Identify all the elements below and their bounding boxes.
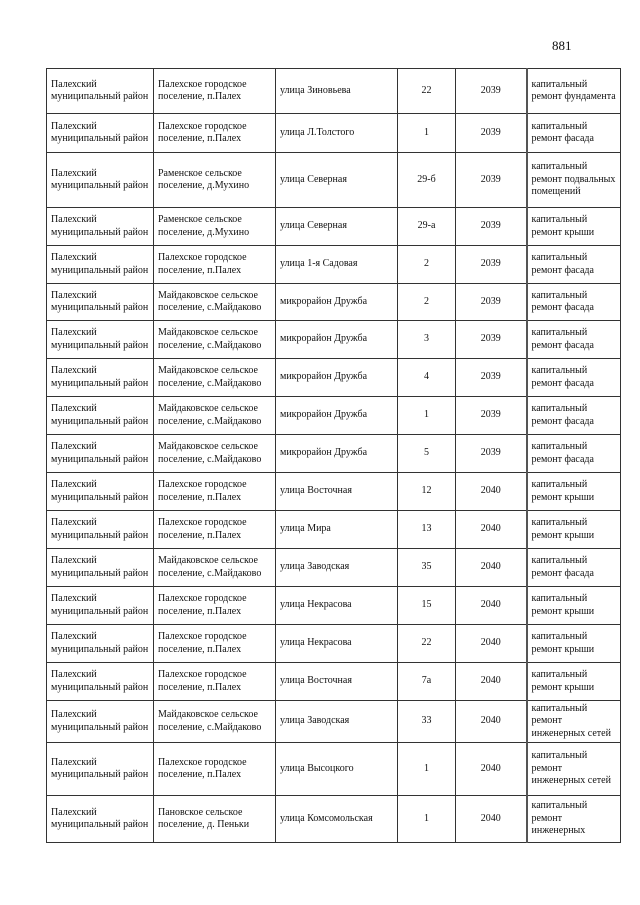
cell-house: 7а (398, 663, 456, 701)
cell-street: улица Зиновьева (276, 69, 398, 114)
cell-year: 2040 (456, 701, 527, 743)
cell-district: Палехский муниципальный район (47, 473, 154, 511)
cell-settlement: Палехское городское поселение, п.Палех (154, 587, 276, 625)
cell-house: 12 (398, 473, 456, 511)
table-row (47, 69, 621, 114)
cell-street: улица 1-я Садовая (276, 246, 398, 284)
cell-year: 2039 (456, 321, 527, 359)
table-row (47, 473, 621, 511)
table-row (47, 208, 621, 246)
cell-district: Палехский муниципальный район (47, 359, 154, 397)
cell-settlement: Пановское сельское поселение, д. Пеньки (154, 796, 276, 843)
cell-year: 2040 (456, 549, 527, 587)
cell-house: 29-а (398, 208, 456, 246)
cell-house: 15 (398, 587, 456, 625)
table-row (47, 246, 621, 284)
cell-work: капитальный ремонт фасада (527, 284, 621, 321)
cell-year: 2039 (456, 153, 527, 208)
cell-year: 2039 (456, 69, 527, 114)
cell-house: 1 (398, 114, 456, 153)
cell-settlement: Майдаковское сельское поселение, с.Майдаково (154, 321, 276, 359)
cell-house: 2 (398, 246, 456, 284)
cell-work: капитальный ремонт фасада (527, 321, 621, 359)
cell-street: микрорайон Дружба (276, 284, 398, 321)
cell-work: капитальный ремонт фасада (527, 549, 621, 587)
cell-work: капитальный ремонт фасада (527, 397, 621, 435)
cell-work: капитальный ремонт крыши (527, 587, 621, 625)
cell-house: 33 (398, 701, 456, 743)
cell-street: улица Северная (276, 208, 398, 246)
cell-street: улица Заводская (276, 701, 398, 743)
cell-year: 2040 (456, 625, 527, 663)
cell-settlement: Палехское городское поселение, п.Палех (154, 743, 276, 796)
cell-street: микрорайон Дружба (276, 321, 398, 359)
cell-work: капитальный ремонт фасада (527, 435, 621, 473)
cell-street: улица Некрасова (276, 587, 398, 625)
table-row (47, 663, 621, 701)
table-row (47, 114, 621, 153)
table-row (47, 153, 621, 208)
table-row (47, 549, 621, 587)
cell-settlement: Палехское городское поселение, п.Палех (154, 246, 276, 284)
cell-work: капитальный ремонт крыши (527, 511, 621, 549)
cell-district: Палехский муниципальный район (47, 625, 154, 663)
cell-settlement: Майдаковское сельское поселение, с.Майдаково (154, 549, 276, 587)
cell-street: улица Мира (276, 511, 398, 549)
table-row (47, 625, 621, 663)
cell-work: капитальный ремонт инженерных сетей (527, 701, 621, 743)
cell-settlement: Майдаковское сельское поселение, с.Майдаково (154, 701, 276, 743)
table-row (47, 743, 621, 796)
table-row (47, 701, 621, 743)
cell-year: 2040 (456, 511, 527, 549)
table-row (47, 511, 621, 549)
cell-settlement: Палехское городское поселение, п.Палех (154, 663, 276, 701)
table-row (47, 435, 621, 473)
cell-settlement: Майдаковское сельское поселение, с.Майдаково (154, 397, 276, 435)
cell-district: Палехский муниципальный район (47, 549, 154, 587)
cell-year: 2039 (456, 208, 527, 246)
cell-district: Палехский муниципальный район (47, 69, 154, 114)
cell-district: Палехский муниципальный район (47, 208, 154, 246)
cell-work: капитальный ремонт подвальных помещений (527, 153, 621, 208)
cell-district: Палехский муниципальный район (47, 701, 154, 743)
cell-settlement: Палехское городское поселение, п.Палех (154, 511, 276, 549)
cell-settlement: Майдаковское сельское поселение, с.Майдаково (154, 435, 276, 473)
table-row (47, 587, 621, 625)
cell-district: Палехский муниципальный район (47, 796, 154, 843)
cell-district: Палехский муниципальный район (47, 321, 154, 359)
cell-district: Палехский муниципальный район (47, 435, 154, 473)
cell-house: 1 (398, 796, 456, 843)
cell-work: капитальный ремонт инженерных (527, 796, 621, 843)
cell-district: Палехский муниципальный район (47, 153, 154, 208)
cell-year: 2039 (456, 246, 527, 284)
cell-year: 2040 (456, 663, 527, 701)
cell-year: 2040 (456, 473, 527, 511)
cell-work: капитальный ремонт крыши (527, 625, 621, 663)
cell-district: Палехский муниципальный район (47, 587, 154, 625)
repair-schedule-table (46, 68, 621, 843)
cell-year: 2040 (456, 743, 527, 796)
cell-district: Палехский муниципальный район (47, 511, 154, 549)
cell-house: 35 (398, 549, 456, 587)
cell-house: 22 (398, 625, 456, 663)
cell-settlement: Палехское городское поселение, п.Палех (154, 473, 276, 511)
table-row (47, 359, 621, 397)
cell-house: 4 (398, 359, 456, 397)
cell-street: улица Восточная (276, 663, 398, 701)
cell-house: 3 (398, 321, 456, 359)
table-row (47, 397, 621, 435)
cell-settlement: Палехское городское поселение, п.Палех (154, 114, 276, 153)
cell-work: капитальный ремонт крыши (527, 208, 621, 246)
cell-house: 29-б (398, 153, 456, 208)
cell-street: микрорайон Дружба (276, 359, 398, 397)
table-row (47, 321, 621, 359)
cell-work: капитальный ремонт крыши (527, 663, 621, 701)
cell-district: Палехский муниципальный район (47, 663, 154, 701)
cell-house: 13 (398, 511, 456, 549)
cell-street: улица Северная (276, 153, 398, 208)
cell-year: 2039 (456, 284, 527, 321)
cell-year: 2039 (456, 435, 527, 473)
table-row (47, 284, 621, 321)
cell-year: 2039 (456, 397, 527, 435)
table-row (47, 796, 621, 843)
cell-house: 1 (398, 397, 456, 435)
cell-district: Палехский муниципальный район (47, 246, 154, 284)
cell-house: 5 (398, 435, 456, 473)
cell-street: улица Высоцкого (276, 743, 398, 796)
cell-district: Палехский муниципальный район (47, 284, 154, 321)
cell-settlement: Майдаковское сельское поселение, с.Майдаково (154, 359, 276, 397)
cell-street: микрорайон Дружба (276, 435, 398, 473)
cell-street: улица Некрасова (276, 625, 398, 663)
cell-settlement: Майдаковское сельское поселение, с.Майдаково (154, 284, 276, 321)
cell-house: 1 (398, 743, 456, 796)
cell-district: Палехский муниципальный район (47, 743, 154, 796)
cell-work: капитальный ремонт фасада (527, 114, 621, 153)
cell-work: капитальный ремонт фасада (527, 246, 621, 284)
cell-work: капитальный ремонт фасада (527, 359, 621, 397)
cell-district: Палехский муниципальный район (47, 114, 154, 153)
page-number: 881 (552, 38, 572, 53)
cell-year: 2039 (456, 114, 527, 153)
cell-settlement: Раменское сельское поселение, д.Мухино (154, 153, 276, 208)
cell-street: микрорайон Дружба (276, 397, 398, 435)
cell-settlement: Палехское городское поселение, п.Палех (154, 69, 276, 114)
cell-street: улица Восточная (276, 473, 398, 511)
cell-street: улица Л.Толстого (276, 114, 398, 153)
cell-house: 2 (398, 284, 456, 321)
cell-house: 22 (398, 69, 456, 114)
cell-street: улица Заводская (276, 549, 398, 587)
cell-year: 2039 (456, 359, 527, 397)
cell-year: 2040 (456, 796, 527, 843)
cell-year: 2040 (456, 587, 527, 625)
cell-street: улица Комсомольская (276, 796, 398, 843)
cell-work: капитальный ремонт крыши (527, 473, 621, 511)
cell-settlement: Раменское сельское поселение, д.Мухино (154, 208, 276, 246)
cell-work: капитальный ремонт инженерных сетей (527, 743, 621, 796)
cell-work: капитальный ремонт фундамента (527, 69, 621, 114)
cell-district: Палехский муниципальный район (47, 397, 154, 435)
cell-settlement: Палехское городское поселение, п.Палех (154, 625, 276, 663)
